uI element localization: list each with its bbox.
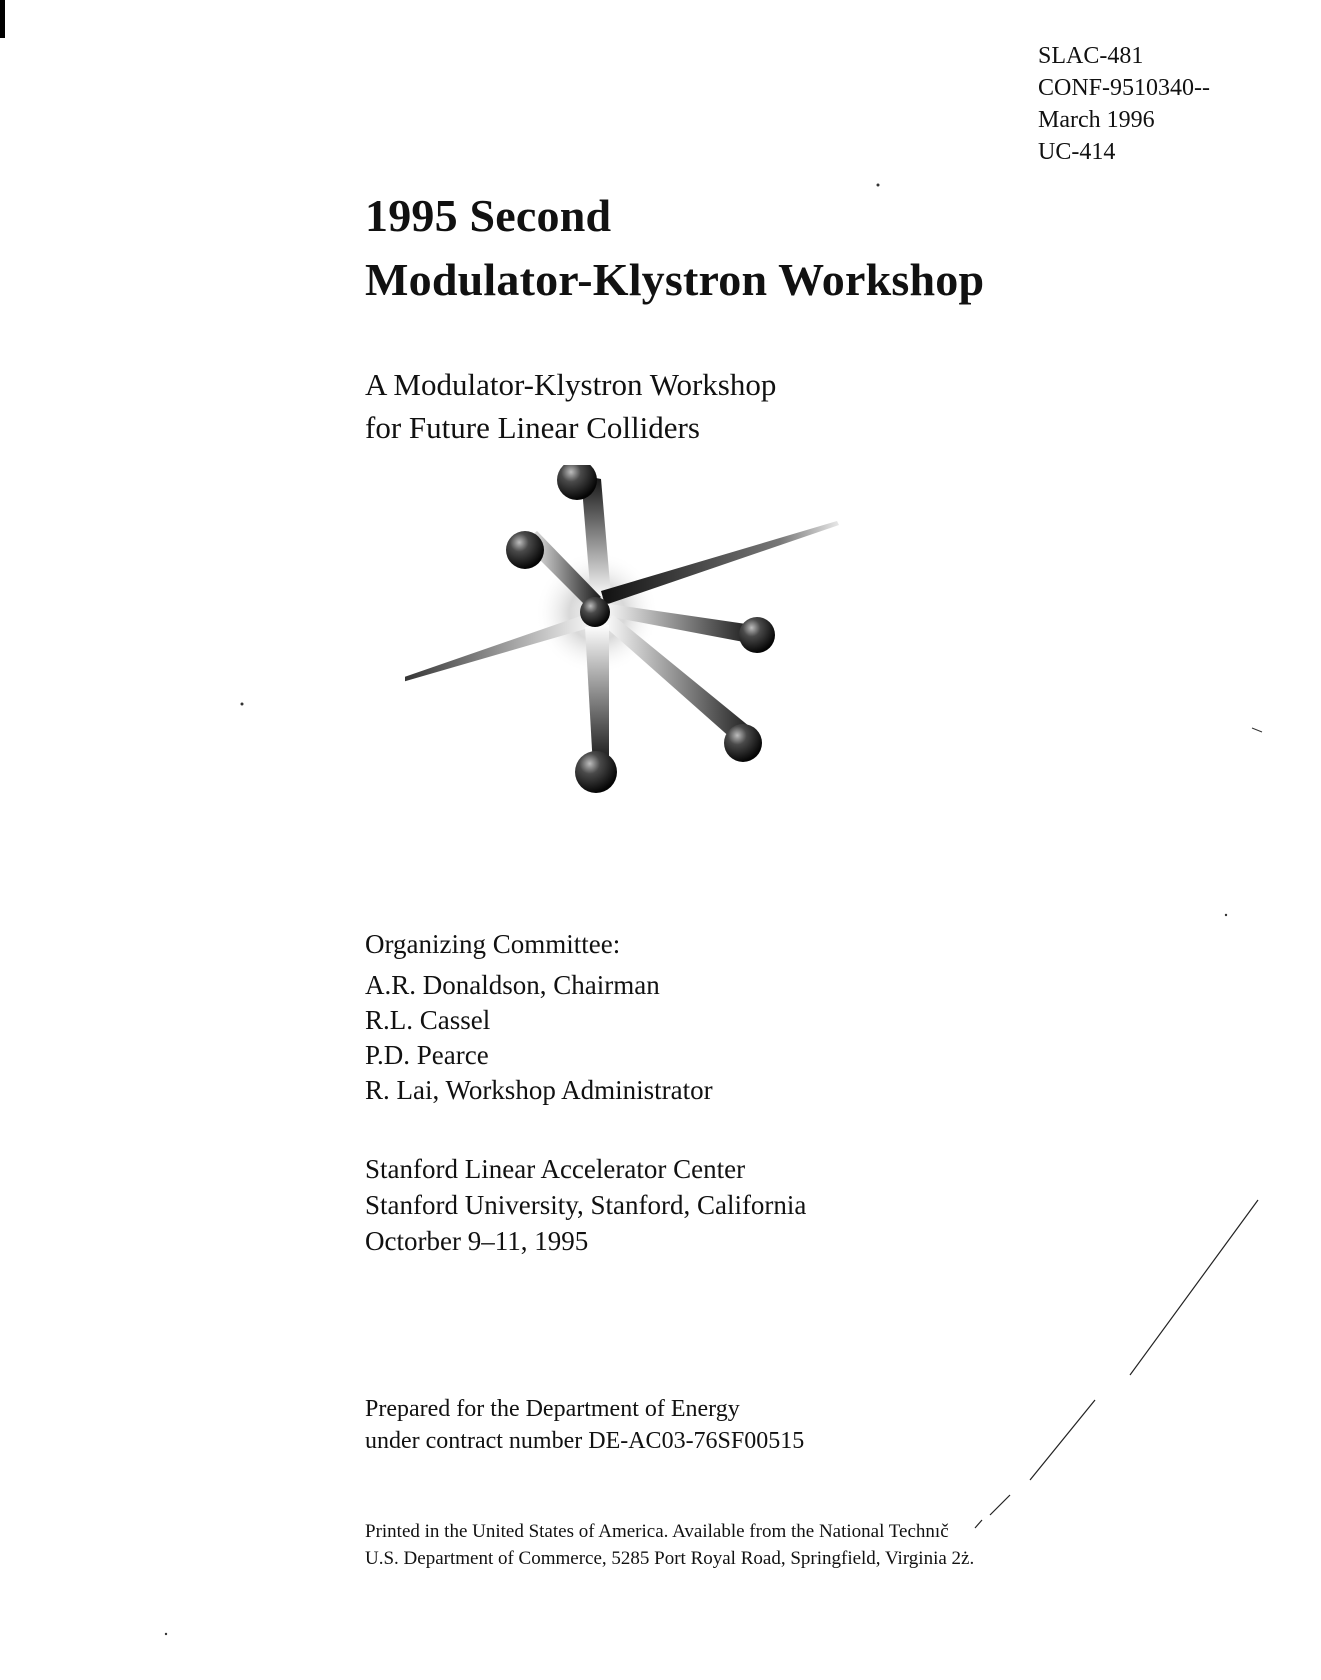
logo-ball-center [580,597,610,627]
scan-edge-mark [0,0,5,38]
location-line-1: Stanford Linear Accelerator Center [365,1154,746,1184]
logo-spoke-long-right [601,521,839,605]
scan-stroke [990,1495,1010,1515]
logo-ball-right [739,617,775,653]
organizing-committee [365,927,713,1108]
location-line-2: Stanford University, Stanford, California [365,1190,807,1220]
document-title [365,184,984,312]
workshop-location [365,1151,806,1259]
scan-dot [165,1633,167,1635]
report-category: UC-414 [1038,139,1116,165]
printing-notice [365,1518,1020,1572]
document-subtitle [365,363,776,449]
prepared-line-2: under contract number DE-AC03-76SF00515 [365,1428,805,1454]
committee-heading: Organizing Committee: [365,929,621,959]
printed-line-1: Printed in the United States of America. Available from the National Technıč [365,1521,949,1542]
title-line-2: Modulator-Klystron Workshop [365,254,985,305]
report-number: SLAC-481 [1038,43,1144,69]
subtitle-line-2: for Future Linear Colliders [365,410,700,445]
scan-stroke [1030,1400,1095,1480]
committee-member: P.D. Pearce [365,1040,489,1070]
conference-number: CONF-9510340-- [1038,75,1210,101]
prepared-line-1: Prepared for the Department of Energy [365,1396,740,1422]
logo-ball-left [506,531,544,569]
committee-member: R. Lai, Workshop Administrator [365,1075,713,1105]
location-dates: Octorber 9–11, 1995 [365,1226,589,1256]
logo-spoke-bottom [585,625,609,767]
committee-member: A.R. Donaldson, Chairman [365,970,660,1000]
logo-ball-bottom [575,751,617,793]
scan-stroke [1252,728,1262,732]
klystron-workshop-logo-icon [405,465,905,855]
scan-dot [1225,914,1227,916]
logo-ball-lower-right [724,724,762,762]
scan-stroke [1130,1200,1258,1375]
committee-member: R.L. Cassel [365,1005,491,1035]
scan-dot [241,703,244,706]
report-identifiers [1038,40,1210,168]
printed-line-2: U.S. Department of Commerce, 5285 Port Royal Road, Springfield, Virginia 2ż. [365,1548,975,1569]
title-line-1: 1995 Second [365,190,612,241]
report-date: March 1996 [1038,107,1155,133]
prepared-for [365,1393,804,1457]
subtitle-line-1: A Modulator-Klystron Workshop [365,367,777,402]
